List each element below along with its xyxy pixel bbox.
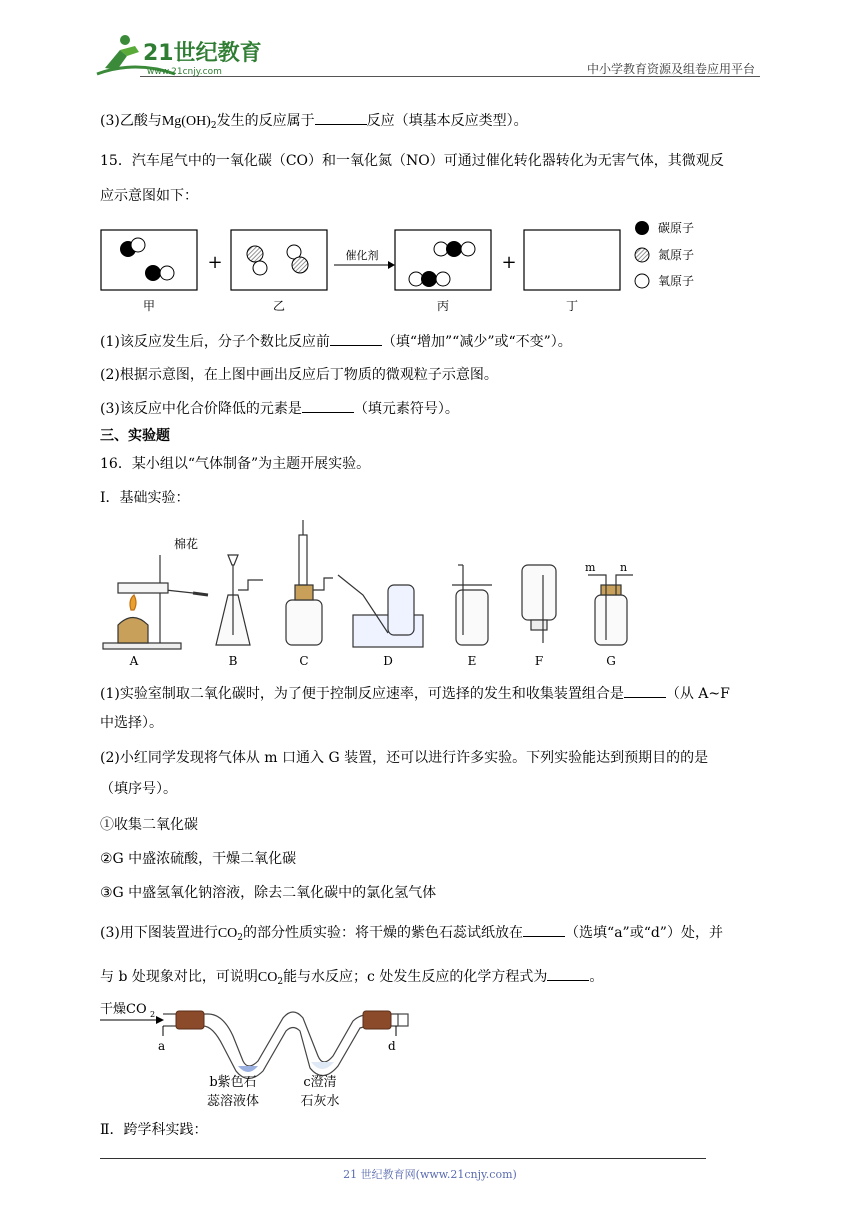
- plus-sign: +: [207, 252, 223, 273]
- q16-sub2-line1: (2)小红同学发现将气体从 m 口通入 G 装置，还可以进行许多实验。下列实验能达到预期目的的是: [100, 750, 709, 766]
- catalyst-label: 催化剂: [345, 249, 379, 262]
- point-b-line1: b紫色石: [209, 1075, 257, 1090]
- answer-blank[interactable]: [302, 398, 354, 413]
- q14-part3: (3)乙酸与$Mg(OH)_2$发生的反应属于 反应（填基本反应类型）。: [100, 110, 528, 136]
- q16-sub3-line1: (3)用下图装置进行$CO_2$的部分性质实验：将干燥的紫色石蕊试纸放在 （选填“a”或“d”）处，并: [100, 922, 723, 948]
- point-a-label: a: [158, 1039, 166, 1053]
- answer-blank[interactable]: [523, 922, 565, 937]
- label-d: D: [383, 654, 393, 668]
- q16-option-1: ①收集二氧化碳: [100, 817, 198, 833]
- label-f: F: [534, 654, 544, 668]
- legend-oxygen: 氧原子: [658, 274, 695, 288]
- q15-stem-line1: 15．汽车尾气中的一氧化碳（CO）和一氧化氮（NO）可通过催化转化器转化为无害气体，其微观反: [100, 153, 724, 169]
- label-g: G: [606, 654, 616, 668]
- answer-blank[interactable]: [315, 110, 367, 125]
- point-c-line2: 石灰水: [300, 1094, 340, 1109]
- plus-sign-2: +: [501, 252, 517, 273]
- svg-text:21世纪教育: 21世纪教育: [143, 41, 262, 66]
- q16-option-3: ③G 中盛氢氧化钠溶液，除去二氧化碳中的氯化氢气体: [100, 885, 437, 901]
- box-label-bing: 丙: [436, 299, 450, 313]
- platform-name: 中小学教育资源及组卷应用平台: [586, 62, 755, 76]
- apparatus-diagram: [98, 515, 658, 670]
- q16-part2: Ⅱ．跨学科实践：: [100, 1122, 208, 1138]
- point-c-line1: c澄清: [303, 1075, 337, 1090]
- footer-rule: [100, 1158, 706, 1159]
- point-d-label: d: [388, 1039, 396, 1053]
- q15-sub3: (3)该反应中化合价降低的元素是 （填元素符号）。: [100, 398, 459, 419]
- q16-sub1-line2: 中选择）。: [100, 715, 163, 731]
- q15-sub1: (1)该反应发生后，分子个数比反应前 （填“增加”“减少”或“不变”）。: [100, 331, 572, 352]
- port-m-label: m: [585, 561, 596, 574]
- logo-icon: [95, 30, 265, 80]
- box-label-jia: 甲: [142, 299, 156, 313]
- svg-text:www.21cnjy.com: www.21cnjy.com: [147, 67, 222, 77]
- q15-stem-line2: 应示意图如下：: [100, 188, 198, 204]
- q16-option-2: ②G 中盛浓硫酸，干燥二氧化碳: [100, 851, 297, 867]
- legend-nitrogen: 氮原子: [658, 248, 695, 262]
- answer-blank[interactable]: [547, 966, 589, 981]
- q16-sub2-line2: （填序号）。: [100, 781, 177, 797]
- box-label-ding: 丁: [565, 299, 579, 313]
- label-c: C: [299, 654, 309, 668]
- legend-carbon: 碳原子: [658, 221, 695, 235]
- box-label-yi: 乙: [272, 299, 286, 313]
- port-n-label: n: [620, 561, 628, 574]
- page-header: [95, 30, 760, 80]
- q16-part1: Ⅰ．基础实验：: [100, 490, 190, 506]
- inlet-sub: 2: [150, 1010, 156, 1019]
- inlet-label: 干燥CO: [100, 1002, 147, 1017]
- reaction-diagram: [98, 218, 718, 318]
- header-rule: [140, 76, 760, 77]
- cotton-label: 棉花: [174, 537, 199, 551]
- answer-blank[interactable]: [330, 331, 382, 346]
- q15-sub2: (2)根据示意图，在上图中画出反应后丁物质的微观粒子示意图。: [100, 367, 498, 383]
- label-e: E: [467, 654, 477, 668]
- q16-sub3-line2: 与 b 处现象对比，可说明$CO_2$能与水反应；c 处发生反应的化学方程式为 。: [100, 966, 603, 992]
- label-b: B: [228, 654, 238, 668]
- page-footer: 21 世纪教育网(www.21cnjy.com): [343, 1168, 517, 1181]
- q16-sub1-line1: (1)实验室制取二氧化碳时，为了便于控制反应速率，可选择的发生和收集装置组合是 （从 A~F: [100, 683, 730, 704]
- label-a: A: [129, 654, 139, 668]
- answer-blank[interactable]: [624, 683, 666, 698]
- co2-tube-diagram: [98, 996, 428, 1116]
- point-b-line2: 蕊溶液体: [206, 1094, 260, 1109]
- q16-intro: 16．某小组以“气体制备”为主题开展实验。: [100, 456, 371, 472]
- section-heading: 三、实验题: [100, 428, 170, 444]
